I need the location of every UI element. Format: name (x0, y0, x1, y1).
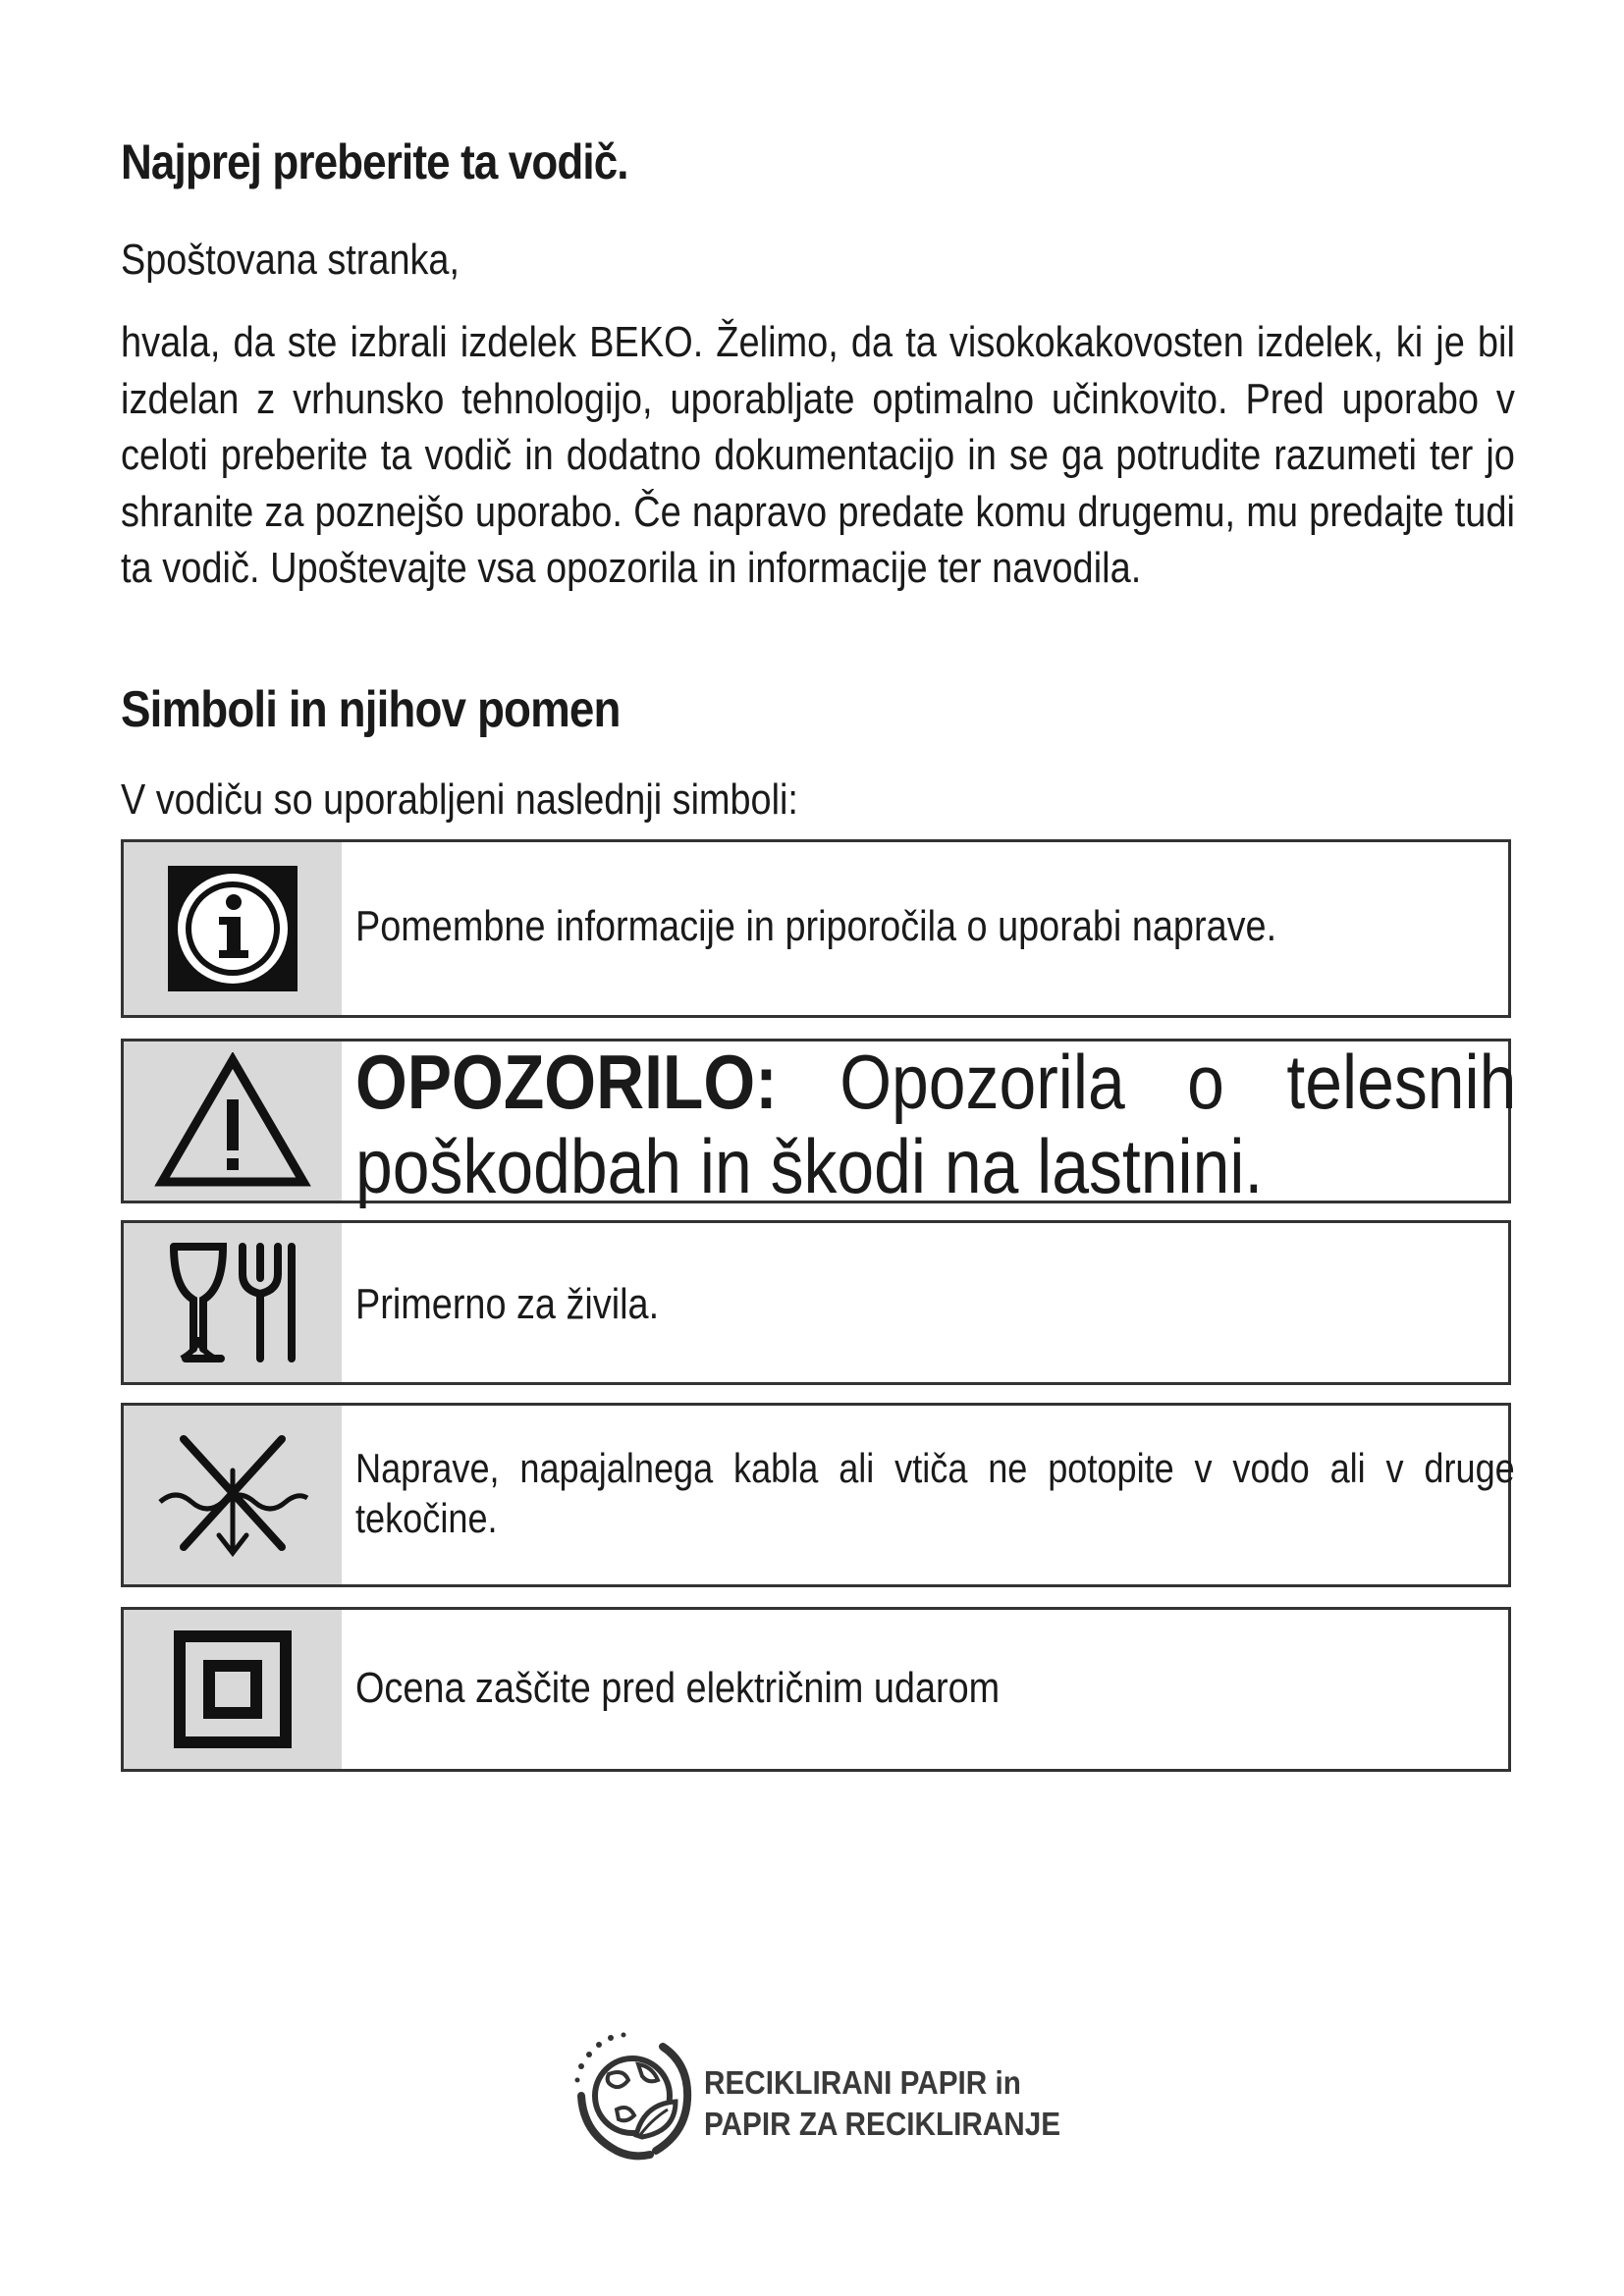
symbol-warning-text (355, 1040, 1516, 1208)
recycled-paper-globe-leaf-icon (569, 2025, 697, 2172)
recycle-line-1: RECIKLIRANI PAPIR in (704, 2064, 1021, 2101)
food-safe-glass-fork-icon (164, 1239, 301, 1366)
symbol-row-immerse (121, 1403, 1515, 1587)
warning-keyword: OPOZORILO: (355, 1039, 778, 1125)
symbol-food-text: Primerno za živila. (355, 1280, 660, 1328)
info-icon (168, 866, 298, 991)
symbols-heading: Simboli in njihov pomen (121, 681, 621, 738)
symbol-icon-cell (124, 842, 342, 1015)
recycle-line-2: PAPIR ZA RECIKLIRANJE (704, 2106, 1061, 2142)
symbol-icon-cell (124, 1223, 342, 1382)
symbol-immerse-text: Naprave, napajalnega kabla ali vtiča ne potopite v vodo ali v druge tekočine. (355, 1445, 1515, 1541)
symbol-row-shock (121, 1607, 1511, 1772)
warning-description: Opozorila o telesnih poškodbah in škodi na lastnini. (355, 1039, 1517, 1209)
symbol-shock-text: Ocena zaščite pred električnim udarom (355, 1664, 1001, 1712)
salutation: Spoštovana stranka, (121, 236, 460, 284)
do-not-immerse-icon (154, 1431, 311, 1559)
intro-paragraph: hvala, da ste izbrali izdelek BEKO. Želimo, da ta visokokakovosten izdelek, ki je bil izdelan z vrhunsko tehnologijo, uporabljate optimalno učinkovito. Pred uporabo v celoti preberite ta vodič in dodatno dokumentacijo in se ga potrudite razumeti ter jo shranite za poznejšo uporabo. Če napravo predate komu drugemu, mu predajte tudi ta vodič. Upoštevajte vsa opozorila in informacije ter navodila. (121, 318, 1515, 593)
symbols-lead: V vodiču so uporabljeni naslednji simboli: (121, 775, 798, 824)
symbol-row-warning (121, 1039, 1517, 1209)
page-title: Najprej preberite ta vodič. (121, 134, 628, 189)
symbol-row-info (121, 839, 1511, 1018)
double-insulation-icon (174, 1630, 292, 1748)
symbol-info-text: Pomembne informacije in priporočila o uporabi naprave. (355, 902, 1277, 950)
warning-triangle-icon (154, 1052, 311, 1190)
symbol-icon-cell (124, 1406, 342, 1584)
recycled-paper-badge (569, 2025, 1100, 2172)
symbol-icon-cell (124, 1041, 342, 1201)
recycle-label (704, 2062, 1060, 2145)
symbol-icon-cell (124, 1610, 342, 1769)
symbol-row-food (121, 1220, 1511, 1385)
